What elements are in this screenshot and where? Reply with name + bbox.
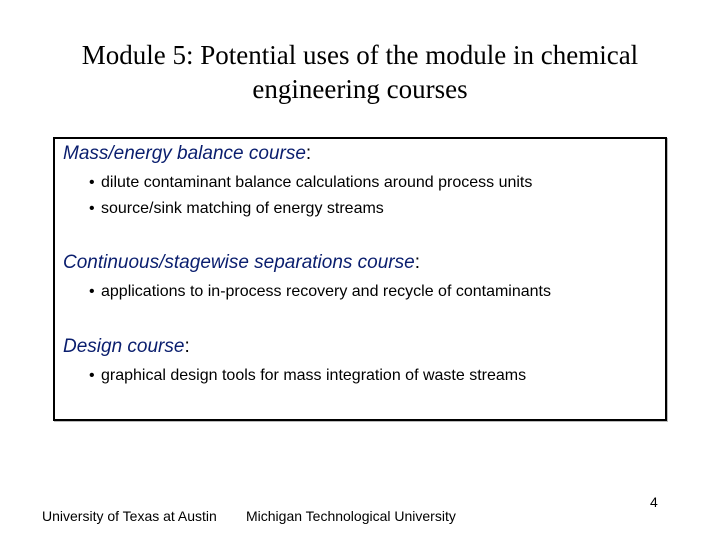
heading-colon: : (414, 252, 420, 273)
bullet-list (89, 367, 526, 384)
section-heading-text: Mass/energy balance course (63, 143, 306, 164)
section-heading (63, 336, 526, 358)
section-mass-energy-balance (63, 143, 532, 226)
bullet-item (89, 367, 526, 384)
slide-title (0, 38, 720, 106)
heading-colon: : (305, 143, 312, 164)
bullet-text: dilute contaminant balance calculations around process units (101, 174, 533, 191)
content-box (53, 137, 667, 421)
bullet-text: source/sink matching of energy streams (101, 200, 384, 217)
section-heading (63, 143, 532, 165)
footer-center-text: Michigan Technological University (246, 508, 456, 524)
heading-colon: : (184, 336, 190, 357)
bullet-marker: • (89, 200, 95, 217)
section-heading-text: Continuous/stagewise separations course (63, 252, 415, 273)
bullet-item (89, 200, 532, 217)
bullet-item (89, 174, 532, 191)
bullet-list (89, 283, 551, 300)
section-heading (63, 252, 551, 274)
bullet-marker: • (89, 367, 95, 384)
section-design (63, 336, 526, 393)
bullet-list (89, 174, 532, 217)
slide-title-line-2: engineering courses (252, 74, 468, 104)
slide-title-line-1: Module 5: Potential uses of the module in chemical (81, 40, 639, 70)
section-separations (63, 252, 551, 309)
section-heading-text: Design course (63, 336, 185, 357)
bullet-text: applications to in-process recovery and recycle of contaminants (101, 283, 551, 300)
bullet-marker: • (89, 283, 95, 300)
bullet-marker: • (89, 174, 95, 191)
footer-left-text: University of Texas at Austin (42, 508, 217, 524)
page-number: 4 (650, 494, 658, 510)
bullet-item (89, 283, 551, 300)
bullet-text: graphical design tools for mass integration of waste streams (101, 367, 527, 384)
